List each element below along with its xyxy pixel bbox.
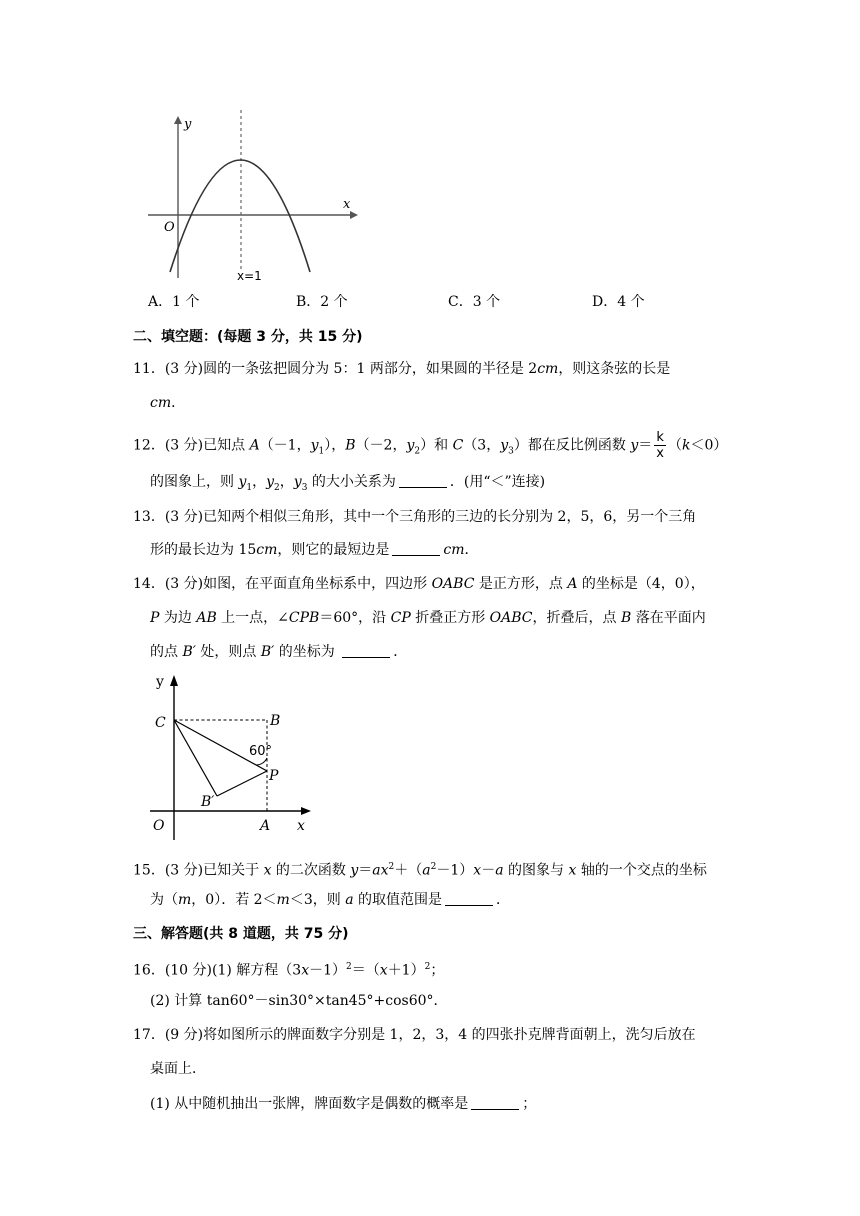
- question-15: 15．(3 分)已知关于 x 的二次函数 $y=ax^2+(a^2-1)x-a$ 的图象与 x 轴的一个交点的坐标: [133, 862, 707, 879]
- question-15-line2: 为（m，0）．若 2＜m＜3，则 a 的取值范围是 ．: [150, 892, 510, 908]
- y-axis-arrow: [170, 675, 178, 686]
- question-16: 16．(10 分)(1) 解方程$(3x-1)^2=(x+1)^2$；: [133, 962, 445, 979]
- parabola-curve: [170, 160, 310, 272]
- option-d: D．4 个: [592, 294, 645, 310]
- answer-blank-15[interactable]: [445, 891, 493, 906]
- answer-blank-14[interactable]: [342, 643, 390, 658]
- question-13: 13．(3 分)已知两个相似三角形，其中一个三角形的三边的长分别为 2，5，6，另一个三角: [133, 509, 697, 525]
- label-y: y: [156, 674, 164, 690]
- label-x: x: [297, 818, 305, 834]
- question-14-line3: 的点 B′ 处，则点 B′ 的坐标为 ．: [150, 644, 408, 660]
- y-axis-label: y: [184, 117, 192, 132]
- option-c: C．3 个: [448, 294, 501, 310]
- segment-bpp: [217, 771, 267, 796]
- option-a: A．1 个: [148, 294, 200, 310]
- label-c: C: [155, 715, 166, 731]
- question-14: 14．(3 分)如图，在平面直角坐标系中，四边形 OABC 是正方形，点 A 的坐标是（4，0），: [133, 576, 705, 592]
- question-17-line2: 桌面上．: [150, 1061, 206, 1077]
- question-12-line2: 的图象上，则 $y_1$，$y_2$，$y_3$ 的大小关系为 ．(用“＜”连接): [150, 474, 546, 493]
- angle-arc: [256, 758, 267, 765]
- square-fold-figure: [145, 670, 320, 842]
- section-2-heading: 二、填空题：(每题 3 分，共 15 分): [133, 329, 363, 345]
- question-16-part2: (2) 计算 tan60°－sin30°×tan45°+cos60°．: [150, 993, 448, 1009]
- x-axis-arrow: [301, 807, 311, 815]
- section-3-heading: 三、解答题(共 8 道题，共 75 分): [133, 926, 349, 942]
- question-17-part1: (1) 从中随机抽出一张牌，牌面数字是偶数的概率是 ；: [150, 1096, 537, 1112]
- answer-blank-17[interactable]: [471, 1095, 519, 1110]
- question-14-line2: P 为边 AB 上一点，∠CPB＝60°，沿 CP 折叠正方形 OABC，折叠后，点 B 落在平面内: [150, 610, 706, 626]
- option-b: B．2 个: [296, 294, 348, 310]
- question-11-line2: cm．: [150, 395, 186, 411]
- x-axis-label: x: [343, 197, 351, 212]
- label-b: B: [270, 713, 281, 729]
- label-a: A: [260, 818, 271, 834]
- y-axis-arrow: [174, 116, 182, 124]
- answer-blank-12[interactable]: [399, 473, 447, 488]
- question-11: 11．(3 分)圆的一条弦把圆分为 5：1 两部分，如果圆的半径是 2cm，则这条弦的长是: [133, 361, 671, 377]
- question-13-line2: 形的最长边为 15cm，则它的最短边是 cm．: [150, 542, 479, 558]
- label-angle: 60°: [249, 744, 273, 759]
- fraction-k-over-x: $\frac{k}{x}$: [656, 430, 664, 461]
- parabola-figure: [140, 110, 370, 285]
- question-17: 17．(9 分)将如图所示的牌面数字分别是 1，2，3，4 的四张扑克牌背面朝上，洗匀后放在: [133, 1027, 696, 1043]
- question-12: 12．(3 分)已知点 A（－1，$y_1$），B（－2，$y_2$）和 C（3，$y_3$）都在反比例函数 y＝ $\frac{k}{x}$ （k＜0）: [133, 430, 728, 461]
- label-b-prime: B′: [201, 794, 215, 810]
- label-o: O: [153, 818, 165, 834]
- label-p: P: [269, 768, 279, 784]
- origin-label: O: [164, 220, 175, 235]
- answer-blank-13[interactable]: [392, 541, 440, 556]
- x-axis-arrow: [350, 211, 358, 219]
- axis-line-label: x=1: [237, 269, 262, 283]
